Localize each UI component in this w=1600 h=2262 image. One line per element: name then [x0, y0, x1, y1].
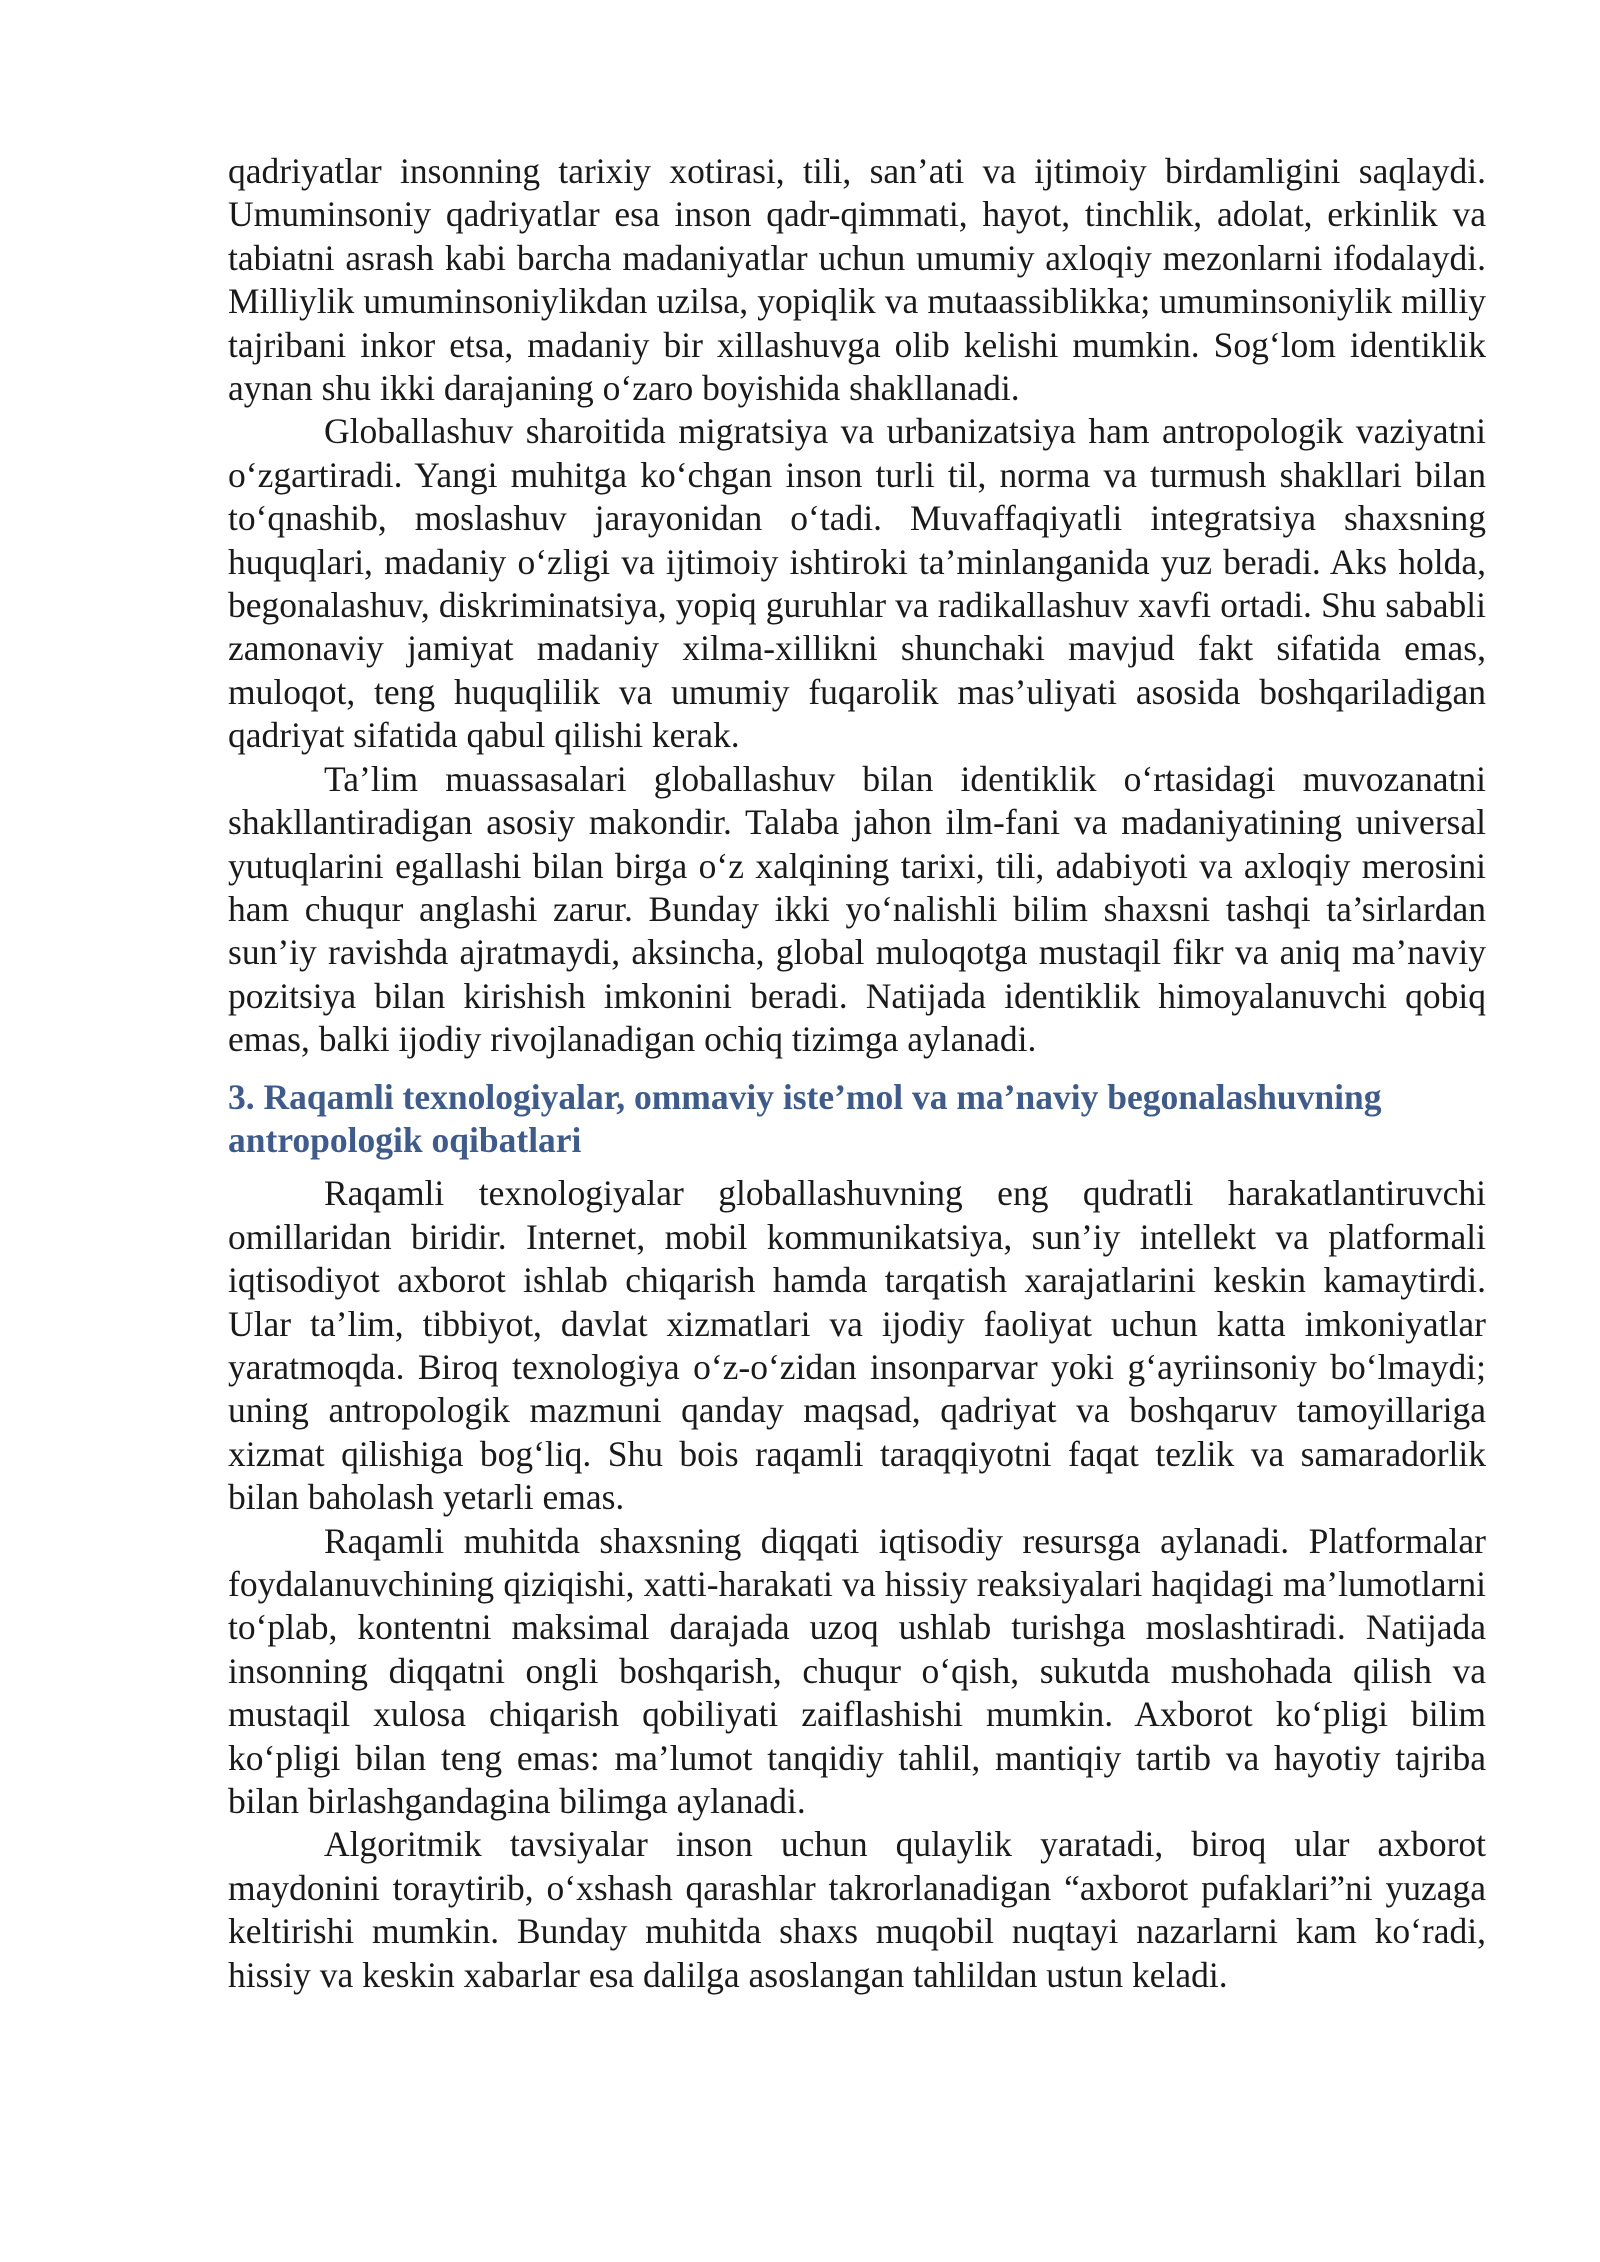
paragraph-values-continuation: qadriyatlar insonning tarixiy xotirasi, tili, san’ati va ijtimoiy birdamligini saqlaydi. Umuminsoniy qadriyatlar esa inson qadr-qimmati, hayot, tinchlik, adolat, erkinlik va tabiatni asrash kabi barcha madaniyatlar uchun umumiy axloqiy mezonlarni ifodalaydi. Milliylik umuminsoniylikdan uzilsa, yopiqlik va mutaassiblikka; umuminsoniylik milliy tajribani inkor etsa, madaniy bir xillashuvga olib kelishi mumkin. Sog‘lom identiklik aynan shu ikki darajaning o‘zaro boyishida shakllanadi. [228, 151, 1486, 409]
paragraph-attention-economy: Raqamli muhitda shaxsning diqqati iqtisodiy resursga aylanadi. Platformalar foydalanuvchining qiziqishi, xatti-harakati va hissiy reaksiyalari haqidagi ma’lumotlarni to‘plab, kontentni maksimal darajada uzoq ushlab turishga moslashtiradi. Natijada insonning diqqatni ongli boshqarish, chuqur o‘qish, sukutda mushohada qilish va mustaqil xulosa chiqarish qobiliyati zaiflashishi mumkin. Axborot ko‘pligi bilim ko‘pligi bilan teng emas: ma’lumot tanqidiy tahlil, mantiqiy tartib va hayotiy tajriba bilan birlashgandagina bilimga aylanadi. [228, 1520, 1486, 1822]
paragraph-digital-technologies: Raqamli texnologiyalar globallashuvning eng qudratli harakatlantiruvchi omillaridan biridir. Internet, mobil kommunikatsiya, sun’iy intellekt va platformali iqtisodiyot axborot ishlab chiqarish hamda tarqatish xarajatlarini keskin kamaytirdi. Ular ta’lim, tibbiyot, davlat xizmatlari va ijodiy faoliyat uchun katta imkoniyatlar yaratmoqda. Biroq texnologiya o‘z-o‘zidan insonparvar yoki g‘ayriinsoniy bo‘lmaydi; uning antropologik mazmuni qanday maqsad, qadriyat va boshqaruv tamoyillariga xizmat qilishiga bog‘liq. Shu bois raqamli taraqqiyotni faqat tezlik va samaradorlik bilan baholash yetarli emas. [228, 1173, 1486, 1518]
paragraph-education: Ta’lim muassasalari globallashuv bilan identiklik o‘rtasidagi muvozanatni shakllantiradigan asosiy makondir. Talaba jahon ilm-fani va madaniyatining universal yutuqlarini egallashi bilan birga o‘z xalqining tarixi, tili, adabiyoti va axloqiy merosini ham chuqur anglashi zarur. Bunday ikki yo‘nalishli bilim shaxsni tashqi ta’sirlardan sun’iy ravishda ajratmaydi, aksincha, global muloqotga mustaqil fikr va aniq ma’naviy pozitsiya bilan kirishish imkonini beradi. Natijada identiklik himoyalanuvchi qobiq emas, balki ijodiy rivojlanadigan ochiq tizimga aylanadi. [228, 758, 1486, 1060]
paragraph-algorithmic-recommendations: Algoritmik tavsiyalar inson uchun qulaylik yaratadi, biroq ular axborot maydonini toraytirib, o‘xshash qarashlar takrorlanadigan “axborot pufaklari”ni yuzaga keltirishi mumkin. Bunday muhitda shaxs muqobil nuqtayi nazarlarni kam ko‘radi, hissiy va keskin xabarlar esa dalilga asoslangan tahlildan ustun keladi. [228, 1824, 1486, 1995]
section-heading-3: 3. Raqamli texnologiyalar, ommaviy iste’mol va ma’naviy begonalashuvning antropologik oqibatlari [228, 1076, 1382, 1160]
document-page [228, 150, 1486, 1997]
paragraph-migration: Globallashuv sharoitida migratsiya va urbanizatsiya ham antropologik vaziyatni o‘zgartiradi. Yangi muhitga ko‘chgan inson turli til, norma va turmush shakllari bilan to‘qnashib, moslashuv jarayonidan o‘tadi. Muvaffaqiyatli integratsiya shaxsning huquqlari, madaniy o‘zligi va ijtimoiy ishtiroki ta’minlanganida yuz beradi. Aks holda, begonalashuv, diskriminatsiya, yopiq guruhlar va radikallashuv xavfi ortadi. Shu sababli zamonaviy jamiyat madaniy xilma-xillikni shunchaki mavjud fakt sifatida emas, muloqot, teng huquqlilik va umumiy fuqarolik mas’uliyati asosida boshqariladigan qadriyat sifatida qabul qilishi kerak. [228, 411, 1486, 756]
